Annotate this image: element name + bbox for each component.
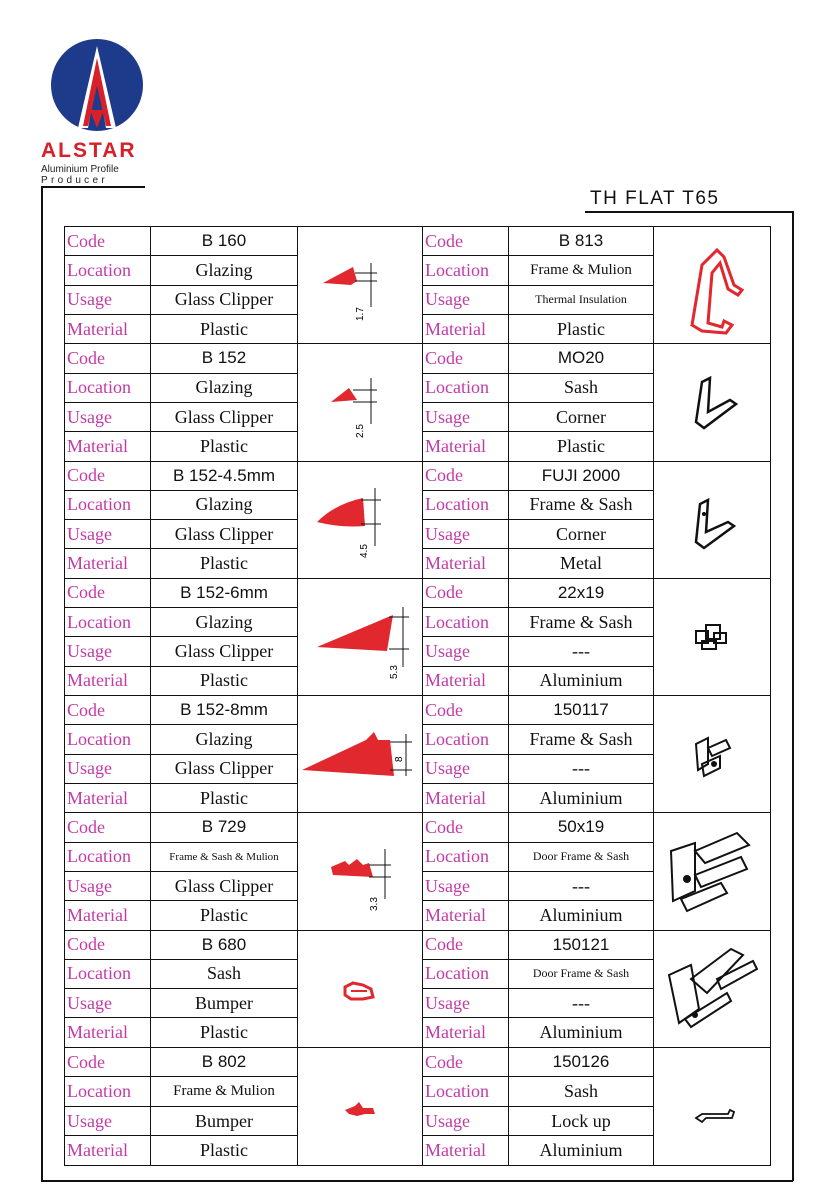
product-cell — [65, 462, 423, 579]
usage-value: Corner — [556, 523, 606, 544]
profile-drawing — [298, 931, 422, 1047]
location-label: Location — [423, 843, 509, 871]
usage-value: Glass Clipper — [174, 406, 274, 427]
code-label: Code — [65, 344, 151, 372]
usage-value: Glass Clipper — [174, 289, 274, 310]
material-label: Material — [65, 1136, 151, 1165]
usage-value: Bumper — [195, 992, 253, 1013]
usage-label: Usage — [423, 286, 509, 314]
material-label: Material — [423, 549, 509, 577]
code-label: Code — [423, 1048, 509, 1077]
location-value: Frame & Mulion — [173, 1083, 275, 1100]
usage-value: --- — [572, 758, 590, 779]
brand-name: ALSTAR — [41, 139, 137, 162]
usage-label: Usage — [65, 755, 151, 783]
location-label: Location — [423, 725, 509, 753]
spec-table — [423, 931, 654, 1047]
location-value: Frame & Sash — [529, 728, 633, 749]
product-cell — [423, 227, 770, 344]
material-label: Material — [65, 901, 151, 929]
gasket-medium-icon — [305, 470, 415, 570]
frame-right-line — [792, 211, 794, 1181]
code-label: Code — [65, 813, 151, 841]
code-value: B 152 — [201, 348, 247, 368]
usage-label: Usage — [65, 872, 151, 900]
profile-drawing — [298, 462, 422, 578]
material-value: Plastic — [557, 318, 605, 339]
location-value: Sash — [563, 1081, 598, 1102]
usage-label: Usage — [65, 403, 151, 431]
location-value: Frame & Sash — [529, 494, 633, 515]
code-label: Code — [423, 696, 509, 724]
profile-drawing — [654, 462, 770, 578]
location-value: Glazing — [195, 259, 253, 280]
code-label: Code — [65, 462, 151, 490]
usage-value: Glass Clipper — [174, 875, 274, 896]
location-value: Glazing — [195, 494, 253, 515]
product-cell — [65, 344, 423, 461]
material-label: Material — [65, 667, 151, 695]
location-label: Location — [65, 374, 151, 402]
corner-cleat-icon — [662, 470, 762, 570]
code-label: Code — [65, 1048, 151, 1077]
frame-left-line — [41, 186, 43, 1181]
spec-table — [65, 813, 298, 929]
material-value: Plastic — [200, 1022, 248, 1043]
dimension-label: 1.7 — [355, 307, 366, 322]
material-label: Material — [423, 901, 509, 929]
bumper-profile-icon — [305, 939, 415, 1039]
material-label: Material — [65, 549, 151, 577]
material-label: Material — [423, 1018, 509, 1046]
code-value: MO20 — [557, 348, 605, 368]
gasket-wedge-icon — [305, 587, 415, 687]
code-value: 150117 — [553, 700, 609, 720]
location-value: Door Frame & Sash — [532, 849, 630, 864]
spec-table — [65, 931, 298, 1047]
code-value: B 802 — [201, 1052, 247, 1072]
material-label: Material — [423, 1136, 509, 1165]
code-value: B 729 — [201, 817, 247, 837]
product-cell — [65, 1048, 423, 1165]
corner-cleat-icon — [662, 352, 762, 452]
material-value: Aluminium — [539, 787, 623, 808]
dimension-label: 2.5 — [355, 424, 366, 439]
code-value: B 152-6mm — [180, 582, 268, 602]
dimension-label: 4.5 — [359, 543, 370, 558]
spec-table — [423, 1048, 654, 1165]
material-label: Material — [423, 315, 509, 343]
bumper-strip-icon — [305, 1056, 415, 1156]
location-label: Location — [65, 843, 151, 871]
spec-table — [423, 579, 654, 695]
usage-value: Glass Clipper — [174, 641, 274, 662]
usage-value: --- — [572, 641, 590, 662]
product-cell — [423, 931, 770, 1048]
spec-table — [423, 696, 654, 812]
location-value: Glazing — [195, 728, 253, 749]
usage-label: Usage — [423, 637, 509, 665]
spec-table — [65, 1048, 298, 1165]
code-label: Code — [423, 344, 509, 372]
usage-value: --- — [572, 875, 590, 896]
usage-label: Usage — [65, 989, 151, 1017]
material-value: Aluminium — [539, 670, 623, 691]
spec-table — [423, 344, 654, 460]
material-label: Material — [423, 667, 509, 695]
material-value: Plastic — [200, 1140, 248, 1161]
material-label: Material — [65, 315, 151, 343]
profile-drawing — [298, 813, 422, 929]
location-value: Frame & Sash — [529, 611, 633, 632]
material-label: Material — [65, 432, 151, 460]
usage-value: Glass Clipper — [174, 523, 274, 544]
material-label: Material — [65, 784, 151, 812]
spec-table — [65, 696, 298, 812]
code-label: Code — [65, 931, 151, 959]
usage-value: Lock up — [551, 1110, 611, 1131]
usage-label: Usage — [423, 403, 509, 431]
gasket-small-icon — [305, 352, 415, 452]
spec-table — [65, 579, 298, 695]
material-value: Aluminium — [539, 904, 623, 925]
usage-value: Glass Clipper — [174, 758, 274, 779]
profile-drawing — [654, 344, 770, 460]
product-cell — [65, 813, 423, 930]
profile-drawing — [654, 696, 770, 812]
material-value: Plastic — [557, 435, 605, 456]
material-value: Aluminium — [539, 1022, 623, 1043]
small-corner-joint-icon — [662, 587, 762, 687]
code-value: B 152-4.5mm — [172, 465, 276, 485]
profile-drawing — [654, 931, 770, 1047]
product-cell — [65, 696, 423, 813]
code-value: B 152-8mm — [180, 700, 268, 720]
profile-drawing — [298, 579, 422, 695]
material-value: Plastic — [200, 670, 248, 691]
product-cell — [65, 931, 423, 1048]
code-value: 150126 — [552, 1052, 610, 1072]
usage-label: Usage — [65, 520, 151, 548]
location-label: Location — [65, 725, 151, 753]
code-label: Code — [423, 813, 509, 841]
location-label: Location — [65, 1077, 151, 1106]
product-cell — [423, 696, 770, 813]
dimension-label: 8 — [394, 756, 405, 763]
location-value: Door Frame & Sash — [532, 966, 630, 981]
dimension-label: 5.3 — [389, 664, 400, 679]
profile-drawing — [298, 1048, 422, 1165]
frame-top-left-line — [41, 186, 145, 188]
location-value: Frame & Sash & Mulion — [169, 850, 279, 863]
code-value: 150121 — [552, 934, 610, 954]
location-label: Location — [423, 491, 509, 519]
location-value: Sash — [206, 963, 241, 984]
usage-value: --- — [572, 992, 590, 1013]
usage-label: Usage — [423, 520, 509, 548]
product-cell — [423, 813, 770, 930]
code-value: B 160 — [201, 231, 247, 251]
spec-table — [65, 462, 298, 578]
lock-up-strip-icon — [662, 1056, 762, 1156]
material-value: Plastic — [200, 787, 248, 808]
usage-value: Corner — [556, 406, 606, 427]
profile-drawing — [298, 227, 422, 343]
material-value: Aluminium — [539, 1140, 623, 1161]
code-value: B 813 — [558, 231, 604, 251]
spec-table — [65, 227, 298, 343]
material-value: Metal — [560, 553, 602, 574]
large-corner-joint-icon — [657, 821, 767, 921]
material-label: Material — [423, 432, 509, 460]
code-value: 22x19 — [557, 582, 605, 602]
product-cell — [423, 344, 770, 461]
usage-label: Usage — [423, 989, 509, 1017]
profile-drawing — [654, 579, 770, 695]
code-label: Code — [65, 227, 151, 255]
location-value: Frame & Mulion — [530, 261, 632, 278]
usage-label: Usage — [423, 872, 509, 900]
series-title: TH FLAT T65 — [590, 188, 720, 209]
code-label: Code — [65, 696, 151, 724]
profile-drawing — [654, 813, 770, 929]
code-label: Code — [423, 579, 509, 607]
location-label: Location — [423, 374, 509, 402]
usage-label: Usage — [65, 637, 151, 665]
usage-value: Thermal Insulation — [535, 292, 627, 307]
title-underline — [585, 211, 793, 213]
location-value: Glazing — [195, 611, 253, 632]
spec-table — [423, 813, 654, 929]
thermal-insulation-profile-icon — [662, 235, 762, 335]
usage-label: Usage — [65, 286, 151, 314]
gasket-large-icon — [298, 704, 422, 804]
code-label: Code — [423, 227, 509, 255]
location-label: Location — [423, 1077, 509, 1106]
material-value: Plastic — [200, 318, 248, 339]
material-value: Plastic — [200, 435, 248, 456]
brand-tagline: Aluminium Profile — [41, 164, 119, 175]
location-value: Sash — [563, 377, 598, 398]
usage-label: Usage — [65, 1107, 151, 1136]
code-value: 50x19 — [557, 817, 605, 837]
frame-bottom-line — [41, 1180, 793, 1182]
usage-label: Usage — [423, 1107, 509, 1136]
spec-table — [65, 344, 298, 460]
location-label: Location — [65, 960, 151, 988]
code-value: B 680 — [201, 934, 247, 954]
product-cell — [423, 1048, 770, 1165]
location-label: Location — [423, 608, 509, 636]
location-label: Location — [423, 960, 509, 988]
usage-value: Bumper — [195, 1110, 253, 1131]
location-label: Location — [423, 256, 509, 284]
profile-drawing — [298, 696, 422, 812]
corner-joint-icon — [662, 704, 762, 804]
material-label: Material — [423, 784, 509, 812]
dimension-label: 3.3 — [369, 897, 380, 912]
location-label: Location — [65, 256, 151, 284]
product-cell — [65, 227, 423, 344]
product-table — [64, 226, 771, 1166]
usage-label: Usage — [423, 755, 509, 783]
product-cell — [65, 579, 423, 696]
code-label: Code — [423, 931, 509, 959]
profile-drawing — [298, 344, 422, 460]
material-value: Plastic — [200, 553, 248, 574]
product-cell — [423, 579, 770, 696]
spec-table — [423, 462, 654, 578]
profile-drawing — [654, 227, 770, 343]
code-label: Code — [423, 462, 509, 490]
location-value: Glazing — [195, 377, 253, 398]
code-value: FUJI 2000 — [541, 465, 621, 485]
gasket-twin-icon — [305, 821, 415, 921]
brand-tagline-2: Producer — [41, 175, 108, 186]
material-value: Plastic — [200, 904, 248, 925]
location-label: Location — [65, 608, 151, 636]
profile-drawing — [654, 1048, 770, 1165]
large-corner-joint-icon — [657, 939, 767, 1039]
gasket-small-icon — [305, 235, 415, 335]
location-label: Location — [65, 491, 151, 519]
product-cell — [423, 462, 770, 579]
spec-table — [423, 227, 654, 343]
alstar-logo-icon — [50, 38, 144, 132]
material-label: Material — [65, 1018, 151, 1046]
code-label: Code — [65, 579, 151, 607]
